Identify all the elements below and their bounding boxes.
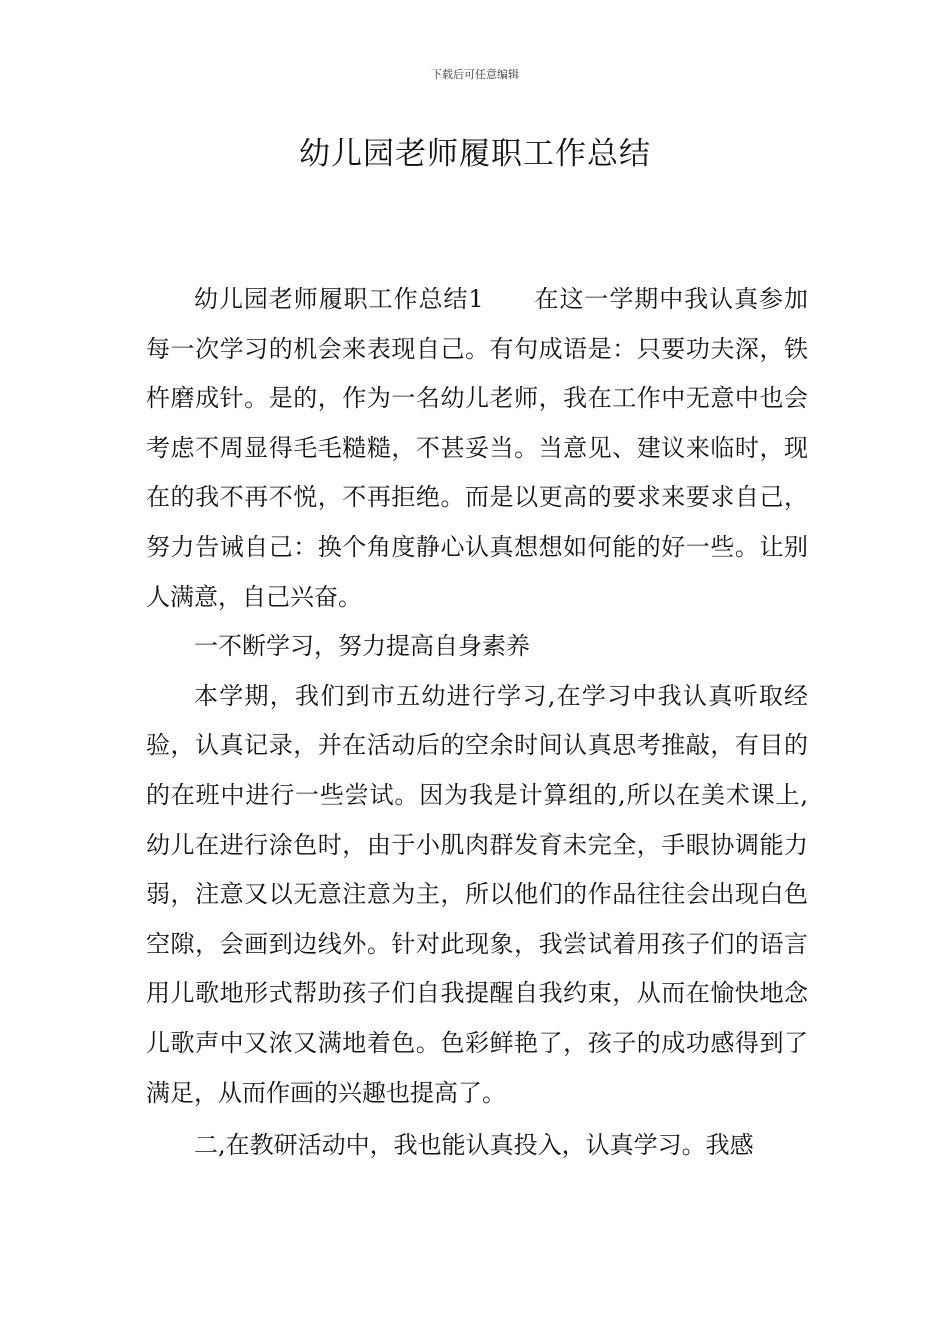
paragraph-section-heading: 一不断学习，努力提高自身素养: [194, 632, 530, 661]
paragraph-study: 本学期，我们到市五幼进行学习,在学习中我认真听取经验，认真记录，并在活动后的空余时间认真思考推敲，有目的的在班中进行一些尝试。因为我是计算组的,所以在美术课上,幼儿在进行涂色时，由于小肌肉群发育未完全，手眼协调能力弱，注意又以无意注意为主，所以他们的作品往往会出现白色空隙，会画到边线外。针对此现象，我尝试着用孩子们的语言用儿歌地形式帮助孩子们自我提醒自我约束，从而在愉快地念儿歌声中又浓又满地着色。色彩鲜艳了，孩子的成功感得到了满足，从而作画的兴趣也提高了。: [146, 681, 808, 1107]
document-title: 幼儿园老师履职工作总结: [299, 136, 651, 172]
document-body: [146, 275, 808, 1171]
header-note: 下载后可任意编辑: [431, 68, 519, 81]
paragraph-research: 二,在教研活动中，我也能认真投入，认真学习。我感: [194, 1131, 754, 1160]
paragraph-intro: 幼儿园老师履职工作总结1 在这一学期中我认真参加每一次学习的机会来表现自己。有句成语是：只要功夫深，铁杵磨成针。是的，作为一名幼儿老师，我在工作中无意中也会考虑不周显得毛毛糙糙，不甚妥当。当意见、建议来临时，现在的我不再不悦，不再拒绝。而是以更高的要求来要求自己，努力告诫自己：换个角度静心认真想想如何能的好一些。让别人满意，自己兴奋。: [146, 285, 808, 611]
